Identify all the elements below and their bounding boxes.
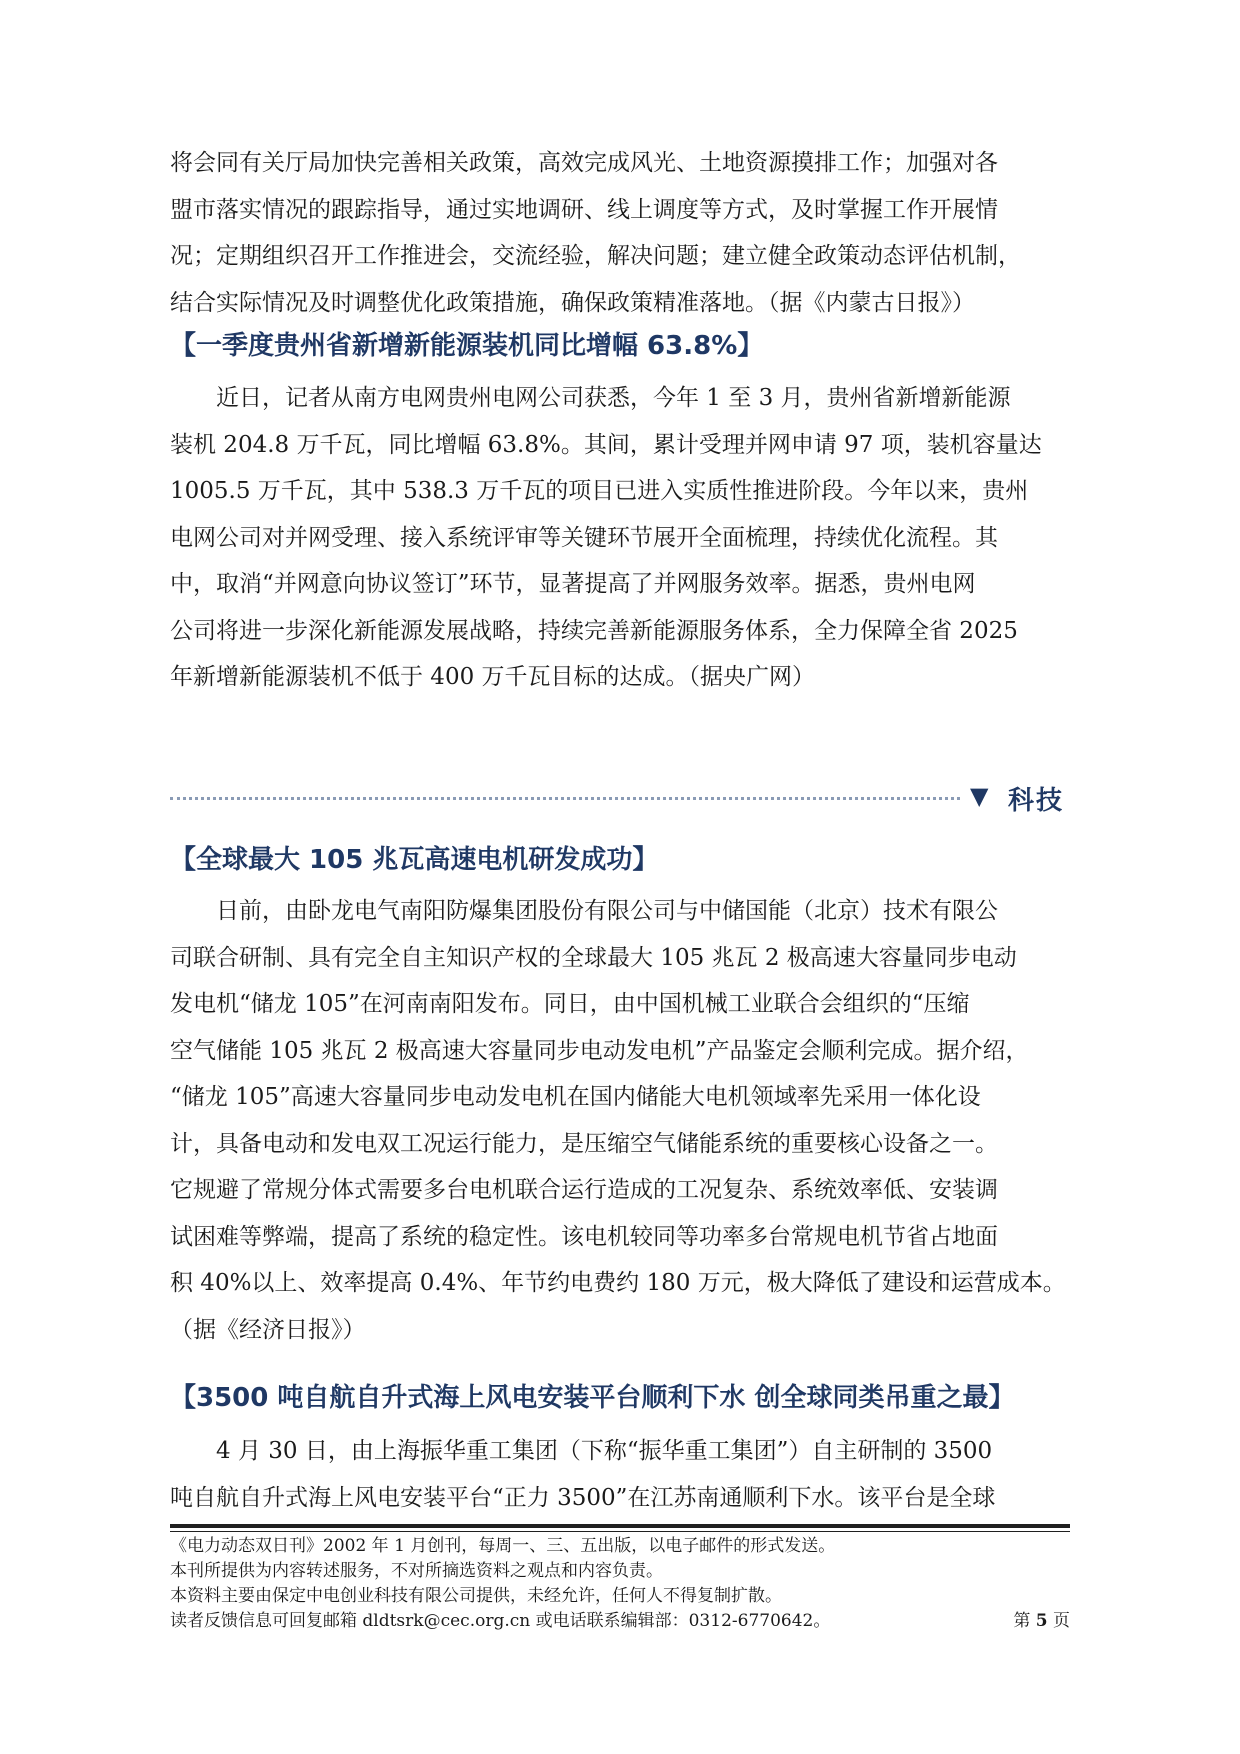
article-title: 【全球最大 105 兆瓦高速电机研发成功】: [170, 845, 659, 875]
paragraph-line: “储龙 105”高速大容量同步电动发电机在国内储能大电机领域率先采用一体化设: [170, 1084, 981, 1110]
paragraph-line: 它规避了常规分体式需要多台电机联合运行造成的工况复杂、系统效率低、安装调: [170, 1177, 998, 1203]
paragraph-line: 日前，由卧龙电气南阳防爆集团股份有限公司与中储国能（北京）技术有限公: [216, 898, 998, 924]
paragraph-line: 4 月 30 日，由上海振华重工集团（下称“振华重工集团”）自主研制的 3500: [216, 1438, 993, 1464]
article-guizhou-body: [170, 375, 1070, 701]
paragraph-line: 近日，记者从南方电网贵州电网公司获悉，今年 1 至 3 月，贵州省新增新能源: [216, 385, 1011, 411]
paragraph-line: 积 40%以上、效率提高 0.4%、年节约电费约 180 万元，极大降低了建设和运营成本。: [170, 1270, 1066, 1296]
page-suffix: 页: [1053, 1611, 1070, 1631]
article-platform: [170, 1378, 1070, 1418]
paragraph-line: 中，取消“并网意向协议签订”环节，显著提高了并网服务效率。据悉，贵州电网: [170, 571, 976, 597]
section-label: 科技: [1008, 786, 1065, 816]
article-title: 【3500 吨自航自升式海上风电安装平台顺利下水 创全球同类吊重之最】: [170, 1383, 1015, 1413]
paragraph-line: 电网公司对并网受理、接入系统评审等关键环节展开全面梳理，持续优化流程。其: [170, 524, 998, 551]
footer-line: 本刊所提供为内容转述服务，不对所摘选资料之观点和内容负责。: [170, 1561, 663, 1581]
intro-paragraph: [170, 140, 1070, 326]
dotted-rule: [170, 797, 960, 800]
paragraph-line: 况；定期组织召开工作推进会，交流经验，解决问题；建立健全政策动态评估机制，: [170, 243, 1021, 269]
paragraph-line: 装机 204.8 万千瓦，同比增幅 63.8%。其间，累计受理并网申请 97 项，装机容量达: [170, 431, 1042, 458]
footer-line: 读者反馈信息可回复邮箱 dldtsrk@cec.org.cn 或电话联系编辑部：0312-6770642。: [170, 1611, 831, 1631]
section-divider-tech: [170, 778, 1070, 818]
paragraph-line: 吨自航自升式海上风电安装平台“正力 3500”在江苏南通顺利下水。该平台是全球: [170, 1484, 996, 1511]
paragraph-line: 盟市落实情况的跟踪指导，通过实地调研、线上调度等方式，及时掌握工作开展情: [170, 196, 998, 223]
paragraph-line: 司联合研制、具有完全自主知识产权的全球最大 105 兆瓦 2 极高速大容量同步电动: [170, 944, 1017, 971]
article-platform-body: [170, 1428, 1070, 1521]
paragraph-line: 发电机“储龙 105”在河南南阳发布。同日，由中国机械工业联合会组织的“压缩: [170, 991, 970, 1017]
article-motor: [170, 840, 1070, 880]
paragraph-line: 空气储能 105 兆瓦 2 极高速大容量同步电动发电机”产品鉴定会顺利完成。据介绍，: [170, 1037, 1029, 1064]
triangle-down-icon: ▼: [970, 782, 989, 810]
paragraph-line: 计，具备电动和发电双工况运行能力，是压缩空气储能系统的重要核心设备之一。: [170, 1130, 998, 1157]
paragraph-line: 公司将进一步深化新能源发展战略，持续完善新能源服务体系，全力保障全省 2025: [170, 617, 1018, 644]
paragraph-line: 将会同有关厅局加快完善相关政策，高效完成风光、土地资源摸排工作；加强对各: [170, 150, 998, 176]
page-number: [1013, 1609, 1070, 1634]
article-guizhou: [170, 326, 1070, 366]
paragraph-line: 1005.5 万千瓦，其中 538.3 万千瓦的项目已进入实质性推进阶段。今年以来，贵州: [170, 478, 1029, 504]
footer-line: 《电力动态双日刊》2002 年 1 月创刊，每周一、三、五出版，以电子邮件的形式发送。: [170, 1536, 836, 1556]
paragraph-line: （据《经济日报》）: [170, 1316, 366, 1343]
footer-rule-thin: [170, 1531, 1070, 1532]
footer-rule: [170, 1524, 1070, 1528]
paragraph-line: 试困难等弊端，提高了系统的稳定性。该电机较同等功率多台常规电机节省占地面: [170, 1223, 998, 1250]
page-number-value: 5: [1035, 1611, 1048, 1631]
article-motor-body: [170, 888, 1070, 1353]
page-prefix: 第: [1013, 1611, 1031, 1631]
paragraph-line: 结合实际情况及时调整优化政策措施，确保政策精准落地。（据《内蒙古日报》）: [170, 289, 975, 316]
paragraph-line: 年新增新能源装机不低于 400 万千瓦目标的达成。（据央广网）: [170, 664, 816, 690]
article-title: 【一季度贵州省新增新能源装机同比增幅 63.8%】: [170, 331, 764, 361]
footer-line: 本资料主要由保定中电创业科技有限公司提供，未经允许，任何人不得复制扩散。: [170, 1586, 782, 1606]
footer: [170, 1534, 1070, 1634]
